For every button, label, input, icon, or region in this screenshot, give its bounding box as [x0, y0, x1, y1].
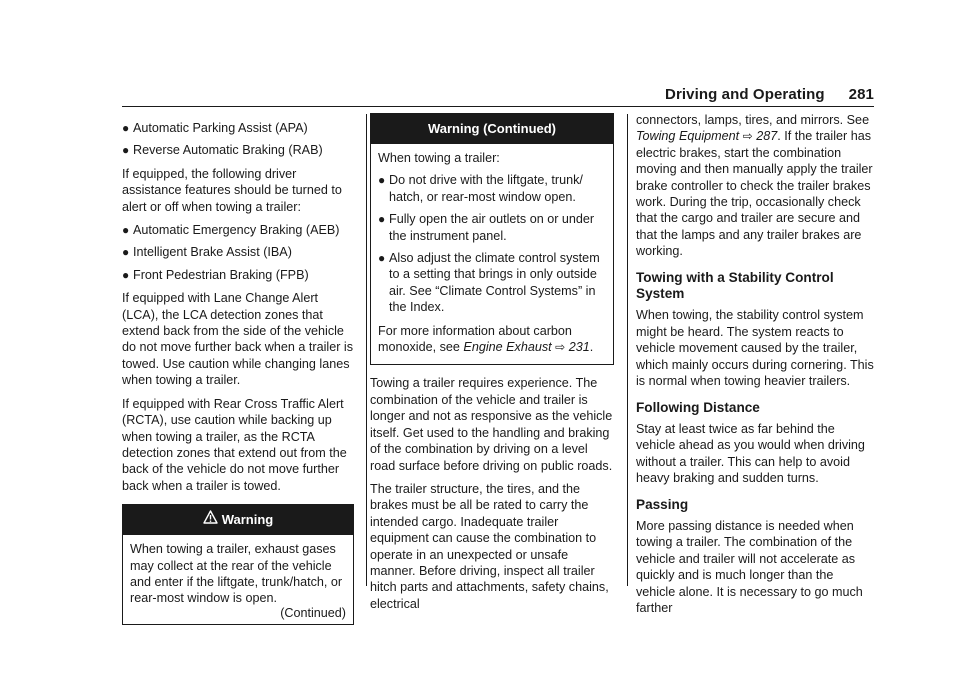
- warning-intro: When towing a trailer:: [378, 151, 500, 165]
- bullet-icon: ●: [378, 173, 386, 188]
- page-number: 281: [848, 86, 874, 103]
- warning-title: Warning (Continued): [427, 121, 557, 136]
- section-heading: Passing: [636, 496, 689, 512]
- header-rule: [122, 106, 874, 107]
- bullet-list: [378, 172, 606, 315]
- warning-text: When towing a trailer, exhaust gases may collect at the rear of the vehicle and enter if the liftgate, trunk/hatch, or rear-most window is open.: [130, 542, 343, 606]
- cross-reference-arrow-icon: ⇨: [742, 129, 753, 144]
- paragraph: The trailer structure, the tires, and the brakes must be all be rated to carry the intended cargo. Inadequate trailer equipment can cause the combination to operate in an unexpected or unsafe manner. Before driving, inspect all trailer hitch parts and attachments, safety chains, electrical: [370, 481, 609, 611]
- towing-equipment-link[interactable]: Towing Equipment: [636, 129, 740, 144]
- bullet-list: [122, 120, 354, 159]
- list-item: ● Intelligent Brake Assist (IBA): [122, 245, 292, 260]
- bullet-list: [122, 222, 354, 283]
- column-3: [636, 112, 876, 623]
- warning-body: [123, 535, 353, 624]
- list-item: ● Automatic Emergency Braking (AEB): [122, 223, 340, 238]
- list-item: ● Front Pedestrian Braking (FPB): [122, 267, 309, 282]
- bullet-icon: ●: [378, 251, 386, 266]
- bullet-icon: ●: [122, 267, 130, 282]
- bullet-icon: ●: [122, 121, 130, 135]
- page-reference[interactable]: 231: [568, 340, 590, 355]
- paragraph: When towing, the stability control system might be heard. The system reacts to vehicle movement caused by the trailer, which mainly occurs during cornering. This is normal when towing heavier trailers.: [636, 308, 874, 389]
- column-1: [122, 120, 354, 625]
- section-title: Driving and Operating: [665, 86, 825, 103]
- continued-label: (Continued): [280, 605, 346, 620]
- list-item: ● Fully open the air outlets on or under the instrument panel.: [378, 212, 595, 243]
- warning-body: [371, 144, 613, 364]
- list-item: ● Automatic Parking Assist (APA): [122, 121, 308, 135]
- page-reference[interactable]: 287: [756, 129, 778, 144]
- warning-more-info: For more information about carbon monoxide, see Engine Exhaust ⇨ 231.: [378, 323, 594, 355]
- paragraph: Towing a trailer requires experience. The combination of the vehicle and trailer is longer and not as responsive as the vehicle itself. Get used to the handling and braking of the combination by driving on a level road surface before driving on public roads.: [370, 376, 613, 473]
- list-item: ● Also adjust the climate control system to a setting that brings in only outside air. See “Climate Control Systems” in the Index.: [378, 251, 600, 315]
- engine-exhaust-link[interactable]: Engine Exhaust: [463, 340, 552, 355]
- warning-triangle-icon: [203, 505, 218, 535]
- list-item: ● Do not drive with the liftgate, trunk/ hatch, or rear-most window open.: [378, 173, 583, 204]
- bullet-icon: ●: [378, 212, 386, 227]
- bullet-icon: ●: [122, 143, 130, 158]
- running-header: [665, 86, 874, 103]
- warning-header: [123, 505, 353, 535]
- paragraph: Stay at least twice as far behind the vehicle ahead as you would when driving without a trailer. This can help to avoid heavy braking and sudden turns.: [636, 421, 865, 486]
- warning-header: [371, 114, 613, 144]
- warning-box-continued: [370, 113, 614, 365]
- paragraph: If equipped with Rear Cross Traffic Alert (RCTA), use caution while backing up when towing a trailer, as the RCTA detection zones that extend out from the back of the vehicle do not move further back when a trailer is towed.: [122, 396, 347, 493]
- section-heading: Following Distance: [636, 399, 760, 415]
- paragraph: If equipped with Lane Change Alert (LCA), the LCA detection zones that extend back from the side of the vehicle do not move further back when a trailer is towed. Use caution while changing lanes when towing a trailer.: [122, 291, 353, 388]
- paragraph: connectors, lamps, tires, and mirrors. See Towing Equipment ⇨ 287. If the trailer has electric brakes, start the combination moving and then manually apply the trailer brake controller to check the trailer brakes work. During the trip, occasionally check that the cargo and trailer are secure and that the lamps and any trailer brakes are working.: [636, 113, 873, 259]
- warning-title: Warning: [221, 512, 274, 528]
- list-item: ● Reverse Automatic Braking (RAB): [122, 143, 323, 158]
- bullet-icon: ●: [122, 245, 130, 260]
- paragraph: If equipped, the following driver assistance features should be turned to alert or off when towing a trailer:: [122, 166, 342, 214]
- column-2: [370, 113, 614, 619]
- paragraph: More passing distance is needed when towing a trailer. The combination of the vehicle and trailer will not accelerate as quickly and is much longer than the vehicle alone. It is necessary to go much farther: [636, 518, 863, 615]
- column-divider: [366, 114, 367, 586]
- section-heading: Towing with a Stability Control System: [636, 269, 834, 302]
- column-divider: [627, 114, 628, 586]
- warning-box: [122, 504, 354, 625]
- bullet-icon: ●: [122, 223, 130, 238]
- cross-reference-arrow-icon: ⇨: [555, 340, 566, 355]
